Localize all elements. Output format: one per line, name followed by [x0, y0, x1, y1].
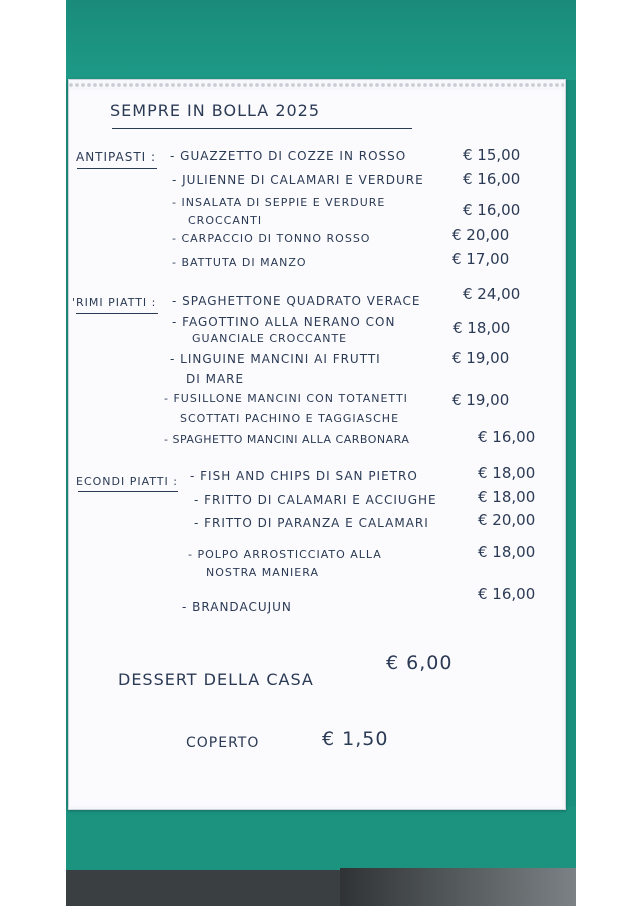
menu-item-price: € 16,00	[478, 428, 536, 446]
menu-item-name: - FUSILLONE MANCINI CON TOTANETTI	[164, 392, 408, 405]
section-label-antipasti: ANTIPASTI :	[76, 150, 157, 164]
menu-item-name: - FRITTO DI PARANZA E CALAMARI	[194, 516, 429, 530]
section-underline-primi	[76, 313, 158, 314]
menu-item-price: € 18,00	[453, 319, 511, 337]
menu-item-name: - BRANDACUJUN	[182, 600, 292, 614]
menu-item-name-cont: SCOTTATI PACHINO E TAGGIASCHE	[180, 412, 400, 425]
section-label-primi: 'RIMI PIATTI :	[72, 296, 157, 309]
menu-item-price: € 16,00	[463, 170, 521, 188]
menu-item-name: - FAGOTTINO ALLA NERANO CON	[172, 315, 396, 329]
menu-item-name-cont: GUANCIALE CROCCANTE	[192, 332, 348, 345]
dessert-label: DESSERT DELLA CASA	[118, 670, 314, 689]
menu-item-name: - POLPO ARROSTICCIATO ALLA	[188, 548, 382, 561]
menu-item-price: € 15,00	[463, 146, 521, 164]
menu-item-price: € 20,00	[452, 226, 510, 244]
menu-item-name: - LINGUINE MANCINI AI FRUTTI	[170, 352, 381, 366]
menu-item-price: € 19,00	[452, 349, 510, 367]
section-underline-secondi	[78, 491, 178, 492]
coperto-label: COPERTO	[186, 735, 260, 751]
menu-item-price: € 18,00	[478, 488, 536, 506]
title-underline	[112, 128, 412, 129]
teal-background-top	[66, 0, 576, 80]
menu-item-name: - JULIENNE DI CALAMARI E VERDURE	[172, 173, 424, 187]
menu-item-name-cont: NOSTRA MANIERA	[206, 566, 319, 579]
menu-item-name: - INSALATA DI SEPPIE E VERDURE	[172, 196, 386, 209]
coperto-price: € 1,50	[322, 728, 389, 750]
menu-item-price: € 16,00	[463, 201, 521, 219]
menu-item-price: € 16,00	[478, 585, 536, 603]
menu-item-name: - CARPACCIO DI TONNO ROSSO	[172, 232, 371, 245]
menu-item-name: - SPAGHETTO MANCINI ALLA CARBONARA	[164, 433, 410, 446]
section-underline-antipasti	[77, 168, 157, 169]
menu-item-price: € 20,00	[478, 511, 536, 529]
menu-title: SEMPRE IN BOLLA 2025	[110, 101, 321, 120]
dessert-price: € 6,00	[386, 652, 453, 674]
menu-item-name-cont: CROCCANTI	[188, 214, 263, 227]
menu-item-name: - SPAGHETTONE QUADRATO VERACE	[172, 294, 421, 308]
menu-item-price: € 18,00	[478, 543, 536, 561]
menu-item-price: € 18,00	[478, 464, 536, 482]
menu-item-price: € 19,00	[452, 391, 510, 409]
menu-item-name: - GUAZZETTO DI COZZE IN ROSSO	[170, 149, 407, 163]
menu-item-name-cont: DI MARE	[186, 372, 245, 386]
menu-item-price: € 24,00	[463, 285, 521, 303]
menu-item-name: - BATTUTA DI MANZO	[172, 256, 307, 269]
menu-item-price: € 17,00	[452, 250, 510, 268]
section-label-secondi: ECONDI PIATTI :	[76, 475, 178, 488]
menu-item-name: - FRITTO DI CALAMARI E ACCIUGHE	[194, 493, 437, 507]
table-edge-shadow	[340, 868, 576, 906]
menu-item-name: - FISH AND CHIPS DI SAN PIETRO	[190, 469, 418, 483]
sleeve-perforation	[68, 80, 564, 90]
